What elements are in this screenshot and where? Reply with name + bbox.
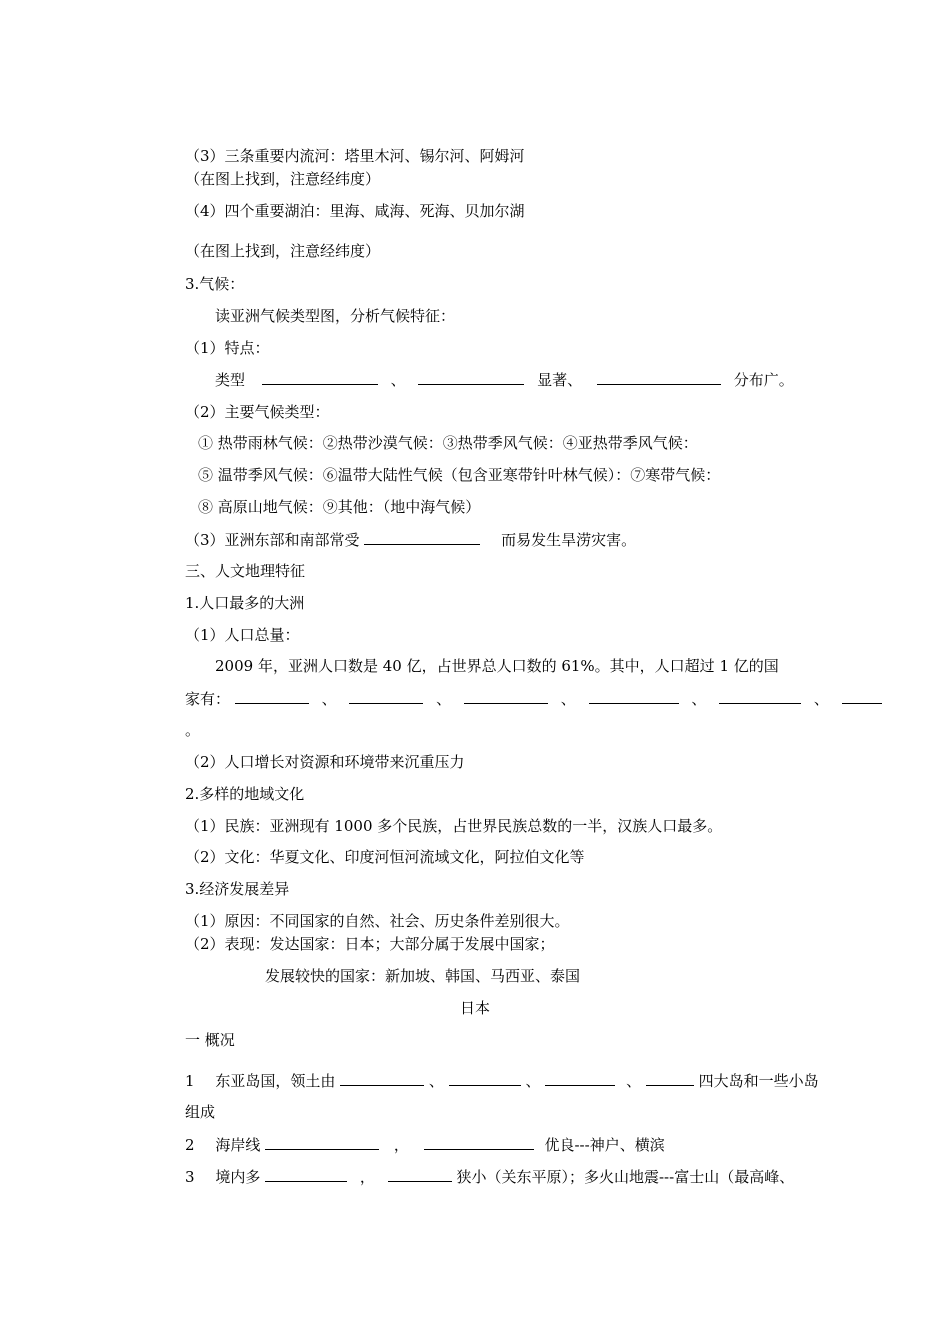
climate-types-row2: ⑤ 温带季风气候：⑥温带大陆性气候（包含亚寒带针叶林气候）：⑦寒带气候： [198, 466, 721, 484]
rivers-heading: （3）三条重要内流河：塔里木河、锡尔河、阿姆河 [185, 147, 525, 165]
item3-num: 3 [185, 1168, 195, 1186]
east-south-suffix: 而易发生旱涝灾害。 [501, 531, 637, 549]
climate-feature-line [215, 369, 794, 390]
coast-blank-1[interactable] [265, 1134, 379, 1150]
item1-sep-1: 、 [428, 1072, 444, 1090]
country-blank-3[interactable] [464, 688, 548, 704]
japan-overview: 一 概况 [185, 1031, 235, 1049]
japan-item-2 [185, 1134, 665, 1155]
feature-sep: 、 [390, 371, 406, 389]
population-text: 2009 年，亚洲人口数是 40 亿，占世界总人口数的 61%。其中，人口超过 1 亿的国 [215, 657, 779, 675]
country-blank-4[interactable] [589, 688, 679, 704]
feature-blank-3[interactable] [597, 369, 721, 385]
east-south-prefix: （3）亚洲东部和南部常受 [185, 531, 360, 549]
country-sep-1: 、 [321, 690, 337, 708]
country-blank-5[interactable] [719, 688, 801, 704]
economy-show: （2）表现：发达国家：日本；大部分属于发展中国家； [185, 935, 555, 953]
climate-east-south [185, 529, 636, 550]
climate-heading: 3.气候： [185, 275, 245, 293]
climate-intro: 读亚洲气候类型图，分析气候特征： [215, 307, 456, 325]
country-blank-1[interactable] [235, 688, 309, 704]
lakes-heading: （4）四个重要湖泊：里海、咸海、死海、贝加尔湖 [185, 202, 525, 220]
country-sep-5: 、 [813, 690, 829, 708]
climate-types-row3: ⑧ 高原山地气候：⑨其他：（地中海气候） [198, 498, 481, 516]
country-sep-3: 、 [560, 690, 576, 708]
item2-prefix: 海岸线 [215, 1136, 261, 1154]
item3-suffix: 狭小（关东平原）；多火山地震---富士山（最高峰、 [456, 1168, 795, 1186]
item2-num: 2 [185, 1136, 195, 1154]
item1-sep-3: 、 [626, 1072, 642, 1090]
item3-prefix: 境内多 [215, 1168, 261, 1186]
population-total-heading: （1）人口总量： [185, 626, 300, 644]
item2-suffix: 优良---神户、横滨 [544, 1136, 665, 1154]
economy-heading: 3.经济发展差异 [185, 880, 290, 898]
rivers-note: （在图上找到，注意经纬度） [185, 170, 381, 188]
country-sep-4: 、 [691, 690, 707, 708]
feature-suffix: 分布广。 [733, 371, 794, 389]
japan-title: 日本 [459, 999, 490, 1017]
climate-types-row1: ① 热带雨林气候：②热带沙漠气候：③热带季风气候：④亚热带季风气候： [198, 434, 698, 452]
feature-prefix: 类型 [215, 371, 246, 389]
item3-sep: ， [359, 1168, 375, 1186]
culture-heading: 2.多样的地域文化 [185, 785, 305, 803]
ethnic-line: （1）民族：亚洲现有 1000 多个民族，占世界民族总数的一半，汉族人口最多。 [185, 817, 723, 835]
population-countries-end: 。 [185, 721, 201, 739]
item1-num: 1 [185, 1072, 195, 1090]
island-blank-2[interactable] [449, 1070, 521, 1086]
economy-fast: 发展较快的国家：新加坡、韩国、马西亚、泰国 [265, 967, 581, 985]
item1-prefix: 东亚岛国，领土由 [215, 1072, 336, 1090]
japan-item-1-cont: 组成 [185, 1103, 216, 1121]
culture-line: （2）文化：华夏文化、印度河恒河流域文化，阿拉伯文化等 [185, 848, 585, 866]
countries-prefix: 家有： [185, 690, 231, 708]
population-heading: 1.人口最多的大洲 [185, 594, 305, 612]
country-blank-6[interactable] [842, 688, 882, 704]
island-blank-1[interactable] [340, 1070, 424, 1086]
east-south-blank[interactable] [364, 529, 480, 545]
country-blank-2[interactable] [349, 688, 423, 704]
terrain-blank-1[interactable] [265, 1166, 347, 1182]
population-pressure: （2）人口增长对资源和环境带来沉重压力 [185, 753, 465, 771]
feature-blank-2[interactable] [418, 369, 524, 385]
item1-sep-2: 、 [525, 1072, 541, 1090]
coast-blank-2[interactable] [424, 1134, 534, 1150]
feature-blank-1[interactable] [262, 369, 378, 385]
island-blank-3[interactable] [545, 1070, 615, 1086]
human-heading: 三、人文地理特征 [185, 562, 306, 580]
item2-sep: ， [393, 1136, 409, 1154]
island-blank-4[interactable] [646, 1070, 694, 1086]
climate-types-heading: （2）主要气候类型： [185, 403, 330, 421]
terrain-blank-2[interactable] [388, 1166, 452, 1182]
country-sep-2: 、 [436, 690, 452, 708]
japan-item-1 [185, 1070, 819, 1091]
item1-suffix: 四大岛和一些小岛 [698, 1072, 819, 1090]
economy-reason: （1）原因：不同国家的自然、社会、历史条件差别很大。 [185, 912, 570, 930]
climate-feature-heading: （1）特点： [185, 339, 270, 357]
population-countries-line [185, 688, 882, 709]
feature-middle: 显著、 [537, 371, 583, 389]
japan-item-3 [185, 1166, 794, 1187]
lakes-note: （在图上找到，注意经纬度） [185, 242, 381, 260]
